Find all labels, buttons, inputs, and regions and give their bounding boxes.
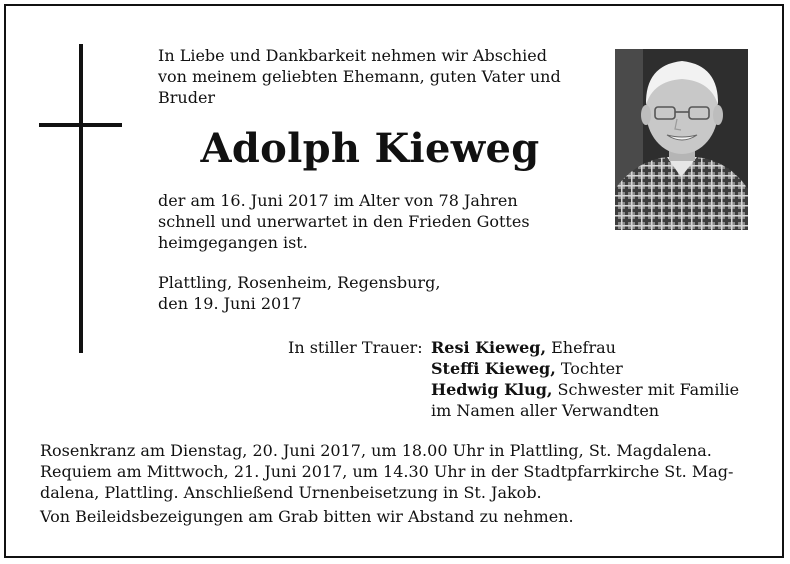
mourner-relation: im Namen aller Verwandten [431, 401, 660, 420]
mourner-relation: Ehefrau [546, 338, 616, 357]
mourners-list [431, 337, 739, 421]
mourner-name: Resi Kieweg, [431, 338, 547, 357]
intro-line: Bruder [158, 88, 216, 107]
death-notice-line: schnell und unerwartet in den Frieden Gottes [158, 212, 530, 231]
mourner-relation: Tochter [555, 359, 623, 378]
mourner-relation: Schwester mit Familie [552, 380, 740, 399]
mourner-name: Steffi Kieweg, [431, 359, 556, 378]
service-info-text [40, 440, 752, 527]
date-line: den 19. Juni 2017 [158, 294, 302, 313]
mourner-entry [431, 379, 739, 400]
intro-text [158, 45, 582, 108]
death-notice-line: heimgegangen ist. [158, 233, 308, 252]
cross-vertical-bar [79, 44, 83, 353]
place-date-text [158, 272, 582, 314]
death-notice-text [158, 190, 582, 253]
portrait-photo [615, 49, 748, 230]
intro-line: von meinem geliebten Ehemann, guten Vater und [158, 67, 561, 86]
service-info-line: dalena, Plattling. Anschließend Urnenbeisetzung in St. Jakob. [40, 483, 542, 502]
intro-line: In Liebe und Dankbarkeit nehmen wir Abschied [158, 46, 548, 65]
portrait-photo-icon [615, 49, 748, 230]
mourner-entry [431, 358, 739, 379]
mourner-name: Hedwig Klug, [431, 380, 553, 399]
mourner-entry [431, 400, 739, 421]
mourners-label: In stiller Trauer: [288, 338, 423, 357]
death-notice-line: der am 16. Juni 2017 im Alter von 78 Jahren [158, 191, 518, 210]
service-info-line: Requiem am Mittwoch, 21. Juni 2017, um 14.30 Uhr in der Stadtpfarrkirche St. Mag- [40, 462, 734, 481]
mourner-entry [431, 337, 739, 358]
cross-horizontal-bar [39, 123, 122, 127]
condolence-note: Von Beileidsbezeigungen am Grab bitten wir Abstand zu nehmen. [40, 507, 574, 526]
service-info-line: Rosenkranz am Dienstag, 20. Juni 2017, um 18.00 Uhr in Plattling, St. Magdalena. [40, 441, 712, 460]
deceased-name: Adolph Kieweg [200, 125, 540, 172]
place-line: Plattling, Rosenheim, Regensburg, [158, 273, 441, 292]
